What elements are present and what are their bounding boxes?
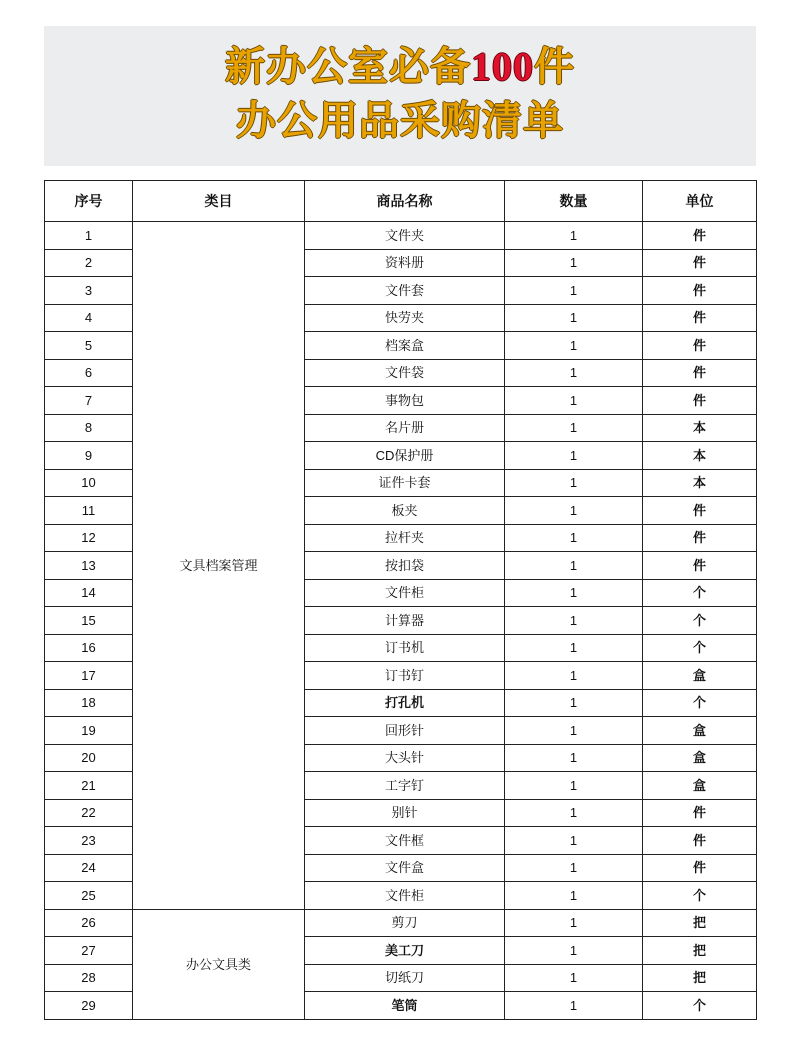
quantity-cell: 1 [505, 992, 643, 1020]
quantity-cell: 1 [505, 414, 643, 442]
title-line-1-prefix: 新办公室必备 [225, 44, 471, 89]
unit-cell: 件 [643, 827, 757, 855]
column-header-unit: 单位 [643, 181, 757, 222]
unit-cell: 本 [643, 442, 757, 470]
row-index: 18 [45, 689, 133, 717]
product-name-cell: 工字钉 [305, 772, 505, 800]
product-name-cell: 打孔机 [305, 689, 505, 717]
quantity-cell: 1 [505, 442, 643, 470]
table-row [45, 909, 757, 937]
row-index: 4 [45, 304, 133, 332]
quantity-cell: 1 [505, 222, 643, 250]
quantity-cell: 1 [505, 304, 643, 332]
product-name-cell: 回形针 [305, 717, 505, 745]
title-line-1-suffix: 件 [534, 44, 575, 89]
quantity-cell: 1 [505, 579, 643, 607]
quantity-cell: 1 [505, 634, 643, 662]
product-name-cell: 文件套 [305, 277, 505, 305]
product-name-cell: 剪刀 [305, 909, 505, 937]
product-name-cell: 订书机 [305, 634, 505, 662]
title-line-2 [44, 94, 756, 148]
quantity-cell: 1 [505, 497, 643, 525]
unit-cell: 盒 [643, 662, 757, 690]
row-index: 13 [45, 552, 133, 580]
column-header-quantity: 数量 [505, 181, 643, 222]
purchase-list-table [44, 180, 757, 1020]
row-index: 22 [45, 799, 133, 827]
quantity-cell: 1 [505, 277, 643, 305]
quantity-cell: 1 [505, 744, 643, 772]
title-banner [44, 26, 756, 166]
quantity-cell: 1 [505, 882, 643, 910]
table-header-row [45, 181, 757, 222]
unit-cell: 件 [643, 524, 757, 552]
row-index: 11 [45, 497, 133, 525]
quantity-cell: 1 [505, 332, 643, 360]
product-name-cell: 证件卡套 [305, 469, 505, 497]
row-index: 10 [45, 469, 133, 497]
column-header-category: 类目 [133, 181, 305, 222]
product-name-cell: 大头针 [305, 744, 505, 772]
row-index: 2 [45, 249, 133, 277]
row-index: 5 [45, 332, 133, 360]
quantity-cell: 1 [505, 772, 643, 800]
product-name-cell: CD保护册 [305, 442, 505, 470]
category-cell: 文具档案管理 [133, 222, 305, 910]
product-name-cell: 快劳夹 [305, 304, 505, 332]
product-name-cell: 档案盒 [305, 332, 505, 360]
row-index: 14 [45, 579, 133, 607]
unit-cell: 把 [643, 909, 757, 937]
quantity-cell: 1 [505, 662, 643, 690]
product-name-cell: 切纸刀 [305, 964, 505, 992]
product-name-cell: 订书钉 [305, 662, 505, 690]
title-line-1-highlight: 100 [471, 44, 534, 89]
unit-cell: 件 [643, 277, 757, 305]
unit-cell: 件 [643, 249, 757, 277]
unit-cell: 件 [643, 222, 757, 250]
unit-cell: 件 [643, 552, 757, 580]
quantity-cell: 1 [505, 524, 643, 552]
row-index: 7 [45, 387, 133, 415]
unit-cell: 件 [643, 854, 757, 882]
unit-cell: 把 [643, 964, 757, 992]
row-index: 9 [45, 442, 133, 470]
category-cell: 办公文具类 [133, 909, 305, 1019]
product-name-cell: 计算器 [305, 607, 505, 635]
product-name-cell: 文件夹 [305, 222, 505, 250]
row-index: 25 [45, 882, 133, 910]
row-index: 1 [45, 222, 133, 250]
unit-cell: 盒 [643, 717, 757, 745]
quantity-cell: 1 [505, 552, 643, 580]
row-index: 20 [45, 744, 133, 772]
title-line-2-prefix: 办公用品采购清单 [236, 98, 564, 143]
unit-cell: 盒 [643, 772, 757, 800]
page-bottom-spacer [44, 1020, 756, 1044]
unit-cell: 件 [643, 387, 757, 415]
product-name-cell: 资料册 [305, 249, 505, 277]
row-index: 3 [45, 277, 133, 305]
row-index: 12 [45, 524, 133, 552]
quantity-cell: 1 [505, 469, 643, 497]
unit-cell: 个 [643, 579, 757, 607]
title-line-1 [44, 40, 756, 94]
column-header-product: 商品名称 [305, 181, 505, 222]
row-index: 24 [45, 854, 133, 882]
quantity-cell: 1 [505, 827, 643, 855]
unit-cell: 件 [643, 799, 757, 827]
row-index: 23 [45, 827, 133, 855]
quantity-cell: 1 [505, 937, 643, 965]
table-header [45, 181, 757, 222]
unit-cell: 件 [643, 332, 757, 360]
column-header-no: 序号 [45, 181, 133, 222]
unit-cell: 本 [643, 469, 757, 497]
row-index: 6 [45, 359, 133, 387]
row-index: 19 [45, 717, 133, 745]
product-name-cell: 事物包 [305, 387, 505, 415]
product-name-cell: 文件盒 [305, 854, 505, 882]
quantity-cell: 1 [505, 607, 643, 635]
unit-cell: 件 [643, 359, 757, 387]
product-name-cell: 板夹 [305, 497, 505, 525]
row-index: 26 [45, 909, 133, 937]
row-index: 17 [45, 662, 133, 690]
row-index: 21 [45, 772, 133, 800]
product-name-cell: 按扣袋 [305, 552, 505, 580]
quantity-cell: 1 [505, 854, 643, 882]
unit-cell: 本 [643, 414, 757, 442]
quantity-cell: 1 [505, 799, 643, 827]
product-name-cell: 文件柜 [305, 579, 505, 607]
quantity-cell: 1 [505, 249, 643, 277]
row-index: 15 [45, 607, 133, 635]
row-index: 8 [45, 414, 133, 442]
product-name-cell: 美工刀 [305, 937, 505, 965]
unit-cell: 个 [643, 634, 757, 662]
product-name-cell: 笔筒 [305, 992, 505, 1020]
table-body [45, 222, 757, 1020]
unit-cell: 把 [643, 937, 757, 965]
product-name-cell: 文件袋 [305, 359, 505, 387]
unit-cell: 个 [643, 992, 757, 1020]
quantity-cell: 1 [505, 909, 643, 937]
quantity-cell: 1 [505, 387, 643, 415]
unit-cell: 个 [643, 607, 757, 635]
product-name-cell: 拉杆夹 [305, 524, 505, 552]
product-name-cell: 文件框 [305, 827, 505, 855]
unit-cell: 个 [643, 689, 757, 717]
row-index: 27 [45, 937, 133, 965]
quantity-cell: 1 [505, 964, 643, 992]
product-name-cell: 文件柜 [305, 882, 505, 910]
quantity-cell: 1 [505, 359, 643, 387]
quantity-cell: 1 [505, 717, 643, 745]
row-index: 28 [45, 964, 133, 992]
table-row [45, 222, 757, 250]
quantity-cell: 1 [505, 689, 643, 717]
product-name-cell: 别针 [305, 799, 505, 827]
unit-cell: 件 [643, 497, 757, 525]
unit-cell: 盒 [643, 744, 757, 772]
row-index: 29 [45, 992, 133, 1020]
unit-cell: 件 [643, 304, 757, 332]
unit-cell: 个 [643, 882, 757, 910]
row-index: 16 [45, 634, 133, 662]
product-name-cell: 名片册 [305, 414, 505, 442]
